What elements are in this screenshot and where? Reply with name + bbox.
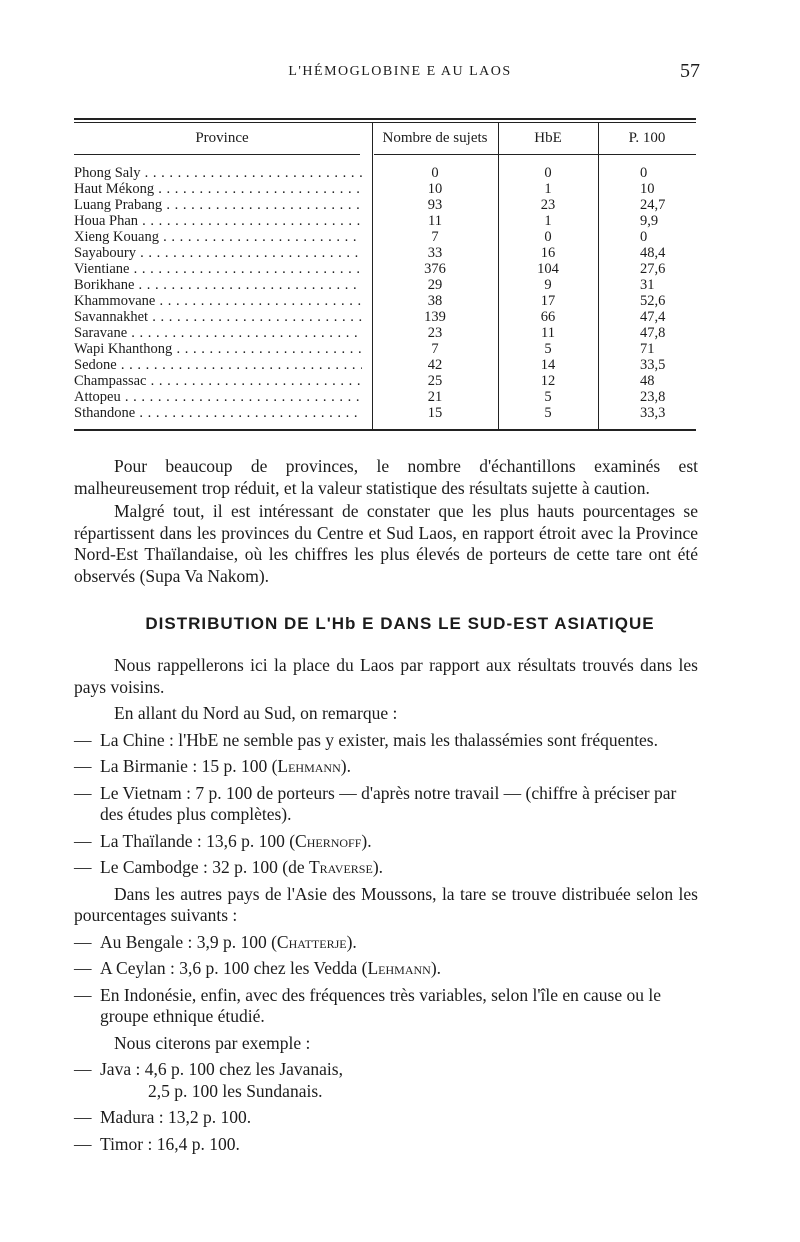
list-item [74,857,698,879]
cell-hbe: 5 [544,389,552,405]
list-item-text [100,730,658,750]
cell-hbe: 12 [540,373,556,389]
cell-sujets: 29 [427,277,443,293]
cell-sujets: 15 [427,405,443,421]
cell-province: Vientiane . . . [74,261,362,277]
province-table [74,118,696,436]
intro-text [74,456,698,587]
cell-province: Wapi Khanthong . . . [74,341,362,357]
cell-sujets: 10 [427,181,443,197]
dash-mark: — [74,729,92,750]
table-header-underline [374,154,696,155]
cell-hbe: 0 [544,165,552,181]
cell-province: Khammovane . . . [74,293,362,309]
cell-p100: 24,7 [640,197,666,213]
paragraph: Nous citerons par exemple : [114,1032,311,1053]
cell-province: Haut Mékong . . . [74,181,362,197]
cell-sujets: 33 [427,245,443,261]
cell-p100: 0 [640,165,648,181]
list-item [74,756,698,778]
cell-sujets: 7 [431,341,439,357]
cell-p100: 9,9 [640,213,659,229]
dash-mark: — [74,1107,92,1127]
table-row [74,181,696,197]
table-row [74,405,696,421]
list-item-text: 2,5 p. 100 les Sundanais. [148,1080,323,1101]
list-item-lead: En Indonésie, enfin, avec des fréquences très variables, selon l'île en cause ou le groupe ethnique étudié. [100,984,661,1026]
cell-hbe: 0 [544,229,552,245]
section-heading: DISTRIBUTION DE L'Hb E DANS LE SUD-EST ASIATIQUE [145,614,655,633]
table-row [74,293,696,309]
cell-sujets: 376 [424,261,446,277]
author-name: Lehmann [277,756,341,776]
cell-p100: 23,8 [640,389,666,405]
dash-mark: — [74,984,92,1005]
column-header-p100: P. 100 [628,130,666,146]
table-row [74,341,696,357]
cell-hbe: 11 [541,325,555,341]
list-item-text [100,783,676,825]
cell-province: Savannakhet . . . [74,309,362,325]
list-item-lead: Le Cambodge : 32 p. 100 (de [100,857,309,877]
table-row [74,325,696,341]
dash-mark: — [74,1133,92,1154]
cell-sujets: 21 [427,389,443,405]
list-item [74,730,698,752]
cell-province: Attopeu . . . [74,389,362,405]
cell-p100: 33,3 [640,405,666,421]
cell-province: Xieng Kouang . . . [74,229,362,245]
cell-province: Sayaboury . . . [74,245,362,261]
list-item-text [100,958,441,978]
table-row [74,309,696,325]
cell-p100: 47,4 [640,309,666,325]
cell-p100: 48 [640,373,655,389]
list-item-lead: Au Bengale : 3,9 p. 100 ( [100,931,277,952]
table-row [74,165,696,181]
cell-p100: 33,5 [640,357,666,373]
cell-p100: 47,8 [640,325,666,341]
list-item-lead: La Thaïlande : 13,6 p. 100 ( [100,830,296,851]
list-item-text [100,857,383,877]
list-item-text: Java : 4,6 p. 100 chez les Javanais, [100,1059,343,1079]
table-body [74,165,696,421]
list-item [74,985,698,1028]
list-item [74,932,698,954]
table-rule-top [74,118,696,120]
cell-sujets: 42 [427,357,443,373]
cell-hbe: 66 [540,309,556,325]
cell-province: Phong Saly . . . [74,165,362,181]
cell-province: Borikhane . . . [74,277,362,293]
section-text [74,655,698,1155]
cell-sujets: 0 [431,165,439,181]
cell-p100: 71 [640,341,655,357]
cell-hbe: 17 [540,293,556,309]
author-name: Traverse [308,857,373,877]
page-number: 57 [680,60,700,82]
dash-mark: — [74,756,92,776]
cell-p100: 48,4 [640,245,666,261]
list-item-tail: ). [361,830,372,851]
list-item [74,1134,698,1156]
cell-p100: 10 [640,181,655,197]
table-row [74,213,696,229]
table-row [74,277,696,293]
cell-hbe: 104 [537,261,559,277]
list-item-tail: ). [430,958,442,978]
paragraph: Malgré tout, il est intéressant de constater que les plus hauts pourcentages se répartissent dans les provinces du Centre et Sud Laos, en rapport étroit avec la Province Nord-Est Thaïlandaise, où les chiffres les plus élevés de porteurs de cette tare ont été observés (Supa Va Nakom). [74,501,698,586]
cell-p100: 52,6 [640,293,666,309]
author-name: Lehmann [367,958,431,978]
table-row [74,357,696,373]
dash-mark: — [74,931,92,952]
list-item-continuation [74,1081,698,1103]
list-item-lead: Le Vietnam : 7 p. 100 de porteurs — d'après notre travail — (chiffre à préciser par des études plus complètes). [100,782,677,824]
table-header-underline [74,154,360,155]
list-item-lead: La Chine : l'HbE ne semble pas y exister, mais les thalassémies sont fréquentes. [100,729,658,750]
list-item-text: Timor : 16,4 p. 100. [100,1133,240,1154]
list-item-text [100,756,351,776]
table-rule-bottom [74,429,696,431]
cell-province: Houa Phan . . . [74,213,362,229]
cell-hbe: 5 [544,341,552,357]
table-row [74,389,696,405]
column-header-sujets: Nombre de sujets [382,130,488,146]
cell-province: Sedone . . . [74,357,362,373]
dash-mark: — [74,857,92,877]
list-item [74,958,698,980]
cell-sujets: 11 [428,213,442,229]
cell-hbe: 1 [544,181,552,197]
cell-sujets: 38 [427,293,443,309]
cell-sujets: 23 [427,325,443,341]
cell-province: Luang Prabang . . . [74,197,362,213]
paragraph: En allant du Nord au Sud, on remarque : [114,703,398,723]
list-item-text: Madura : 13,2 p. 100. [100,1107,252,1127]
cell-sujets: 25 [427,373,443,389]
table-rule-top-thin [74,122,696,123]
running-title: L'HÉMOGLOBINE E AU LAOS [288,64,512,79]
list-item [74,783,698,826]
table-row [74,197,696,213]
paragraph: Dans les autres pays de l'Asie des Moussons, la tare se trouve distribuée selon les pourcentages suivants : [74,883,698,925]
list-item-tail: ). [346,931,357,952]
country-list [74,932,698,1028]
cell-sujets: 93 [427,197,443,213]
cell-hbe: 23 [540,197,556,213]
cell-hbe: 9 [544,277,552,293]
cell-province: Saravane . . . [74,325,362,341]
list-item-text [100,831,372,851]
list-item-lead: A Ceylan : 3,6 p. 100 chez les Vedda ( [100,958,368,978]
cell-hbe: 1 [544,213,552,229]
paragraph: Nous rappellerons ici la place du Laos par rapport aux résultats trouvés dans les pays voisins. [74,655,698,697]
table-row [74,245,696,261]
table-row [74,261,696,277]
country-list [74,730,698,879]
cell-p100: 27,6 [640,261,666,277]
list-item [74,831,698,853]
dash-mark: — [74,958,92,978]
cell-province: Sthandone . . . [74,405,362,421]
cell-p100: 31 [640,277,655,293]
list-item-tail: ). [340,756,351,776]
cell-sujets: 7 [431,229,439,245]
dash-mark: — [74,830,92,851]
cell-hbe: 16 [540,245,556,261]
list-item-text [100,985,661,1027]
paragraph: Pour beaucoup de provinces, le nombre d'échantillons examinés est malheureusement trop réduit, et la valeur statistique des résultats sujette à caution. [74,456,698,498]
dash-mark: — [74,1059,92,1079]
list-item [74,1107,698,1129]
cell-province: Champassac . . . [74,373,362,389]
list-item-tail: ). [372,857,384,877]
cell-hbe: 14 [540,357,556,373]
table-row [74,373,696,389]
cell-hbe: 5 [544,405,552,421]
cell-sujets: 139 [424,309,446,325]
cell-p100: 0 [640,229,648,245]
list-item-text [100,932,357,952]
author-name: Chatterje [276,931,347,952]
column-header-province: Province [195,130,249,146]
table-row [74,229,696,245]
author-name: Chernoff [295,830,362,851]
column-header-hbe: HbE [534,130,562,146]
dash-mark: — [74,782,92,803]
list-item [74,1059,698,1081]
list-item-lead: La Birmanie : 15 p. 100 ( [100,756,278,776]
